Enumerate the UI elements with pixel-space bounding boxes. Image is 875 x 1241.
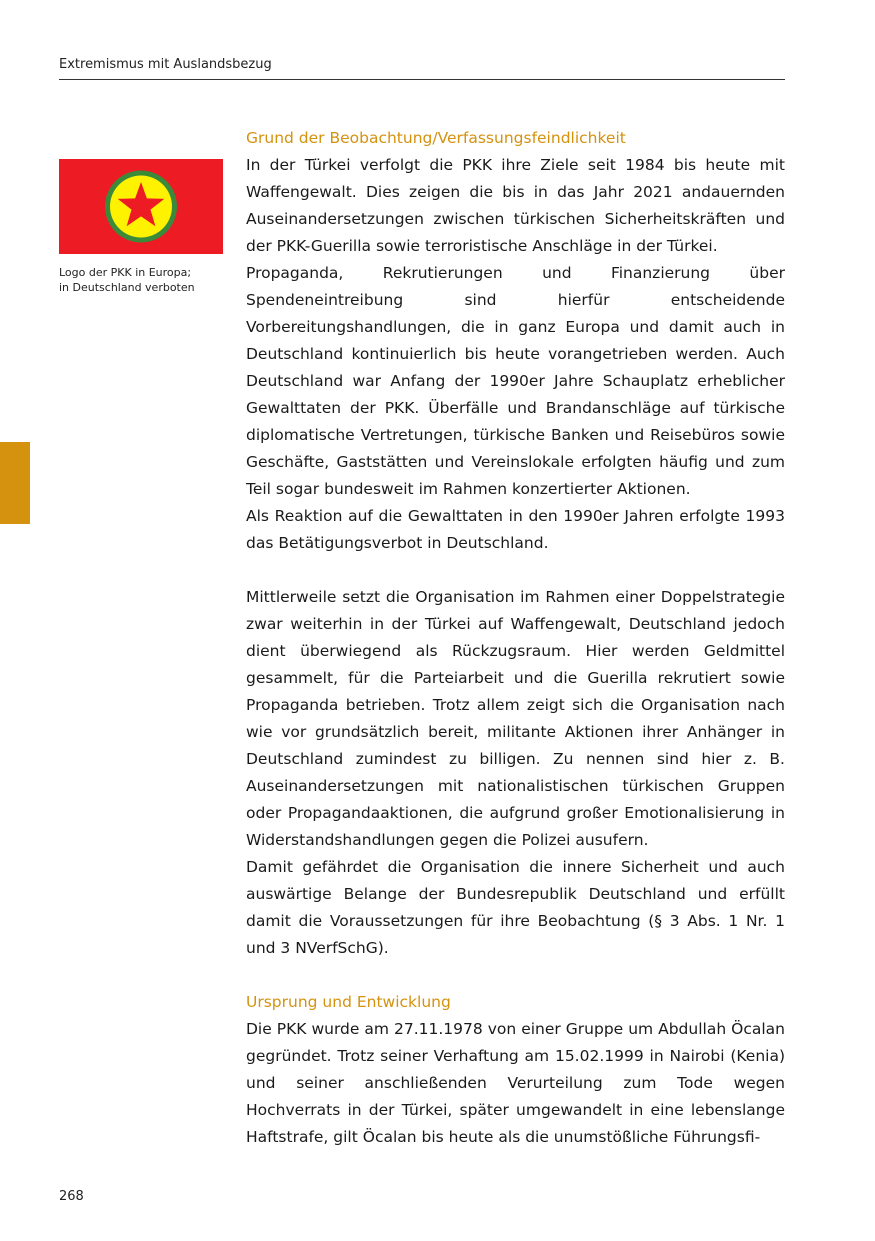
pkk-flag-logo <box>59 159 223 254</box>
paragraph: Die PKK wurde am 27.11.1978 von einer Gruppe um Abdullah Öcalan gegründet. Trotz seiner Verhaftung am 15.02.1999 in Nairobi (Kenia) und seiner anschließenden Verurteilung zum Tode wegen Hochverrats in der Türkei, später umgewandelt in eine lebenslange Haftstrafe, gilt Öcalan bis heute als die unumstößliche Führungsfi- <box>246 1020 785 1146</box>
paragraph: Als Reaktion auf die Gewalttaten in den 1990er Jahren erfolgte 1993 das Betätigungsverbot in Deutschland. <box>246 507 785 552</box>
section-heading-grund: Grund der Beobachtung/Verfassungsfeindlichkeit <box>246 129 626 147</box>
figure-caption <box>59 265 229 295</box>
paragraph: Damit gefährdet die Organisation die innere Sicherheit und auch auswärtige Belange der Bundesrepublik Deutschland und erfüllt damit die Voraussetzungen für ihre Beobachtung (§ 3 Abs. 1 Nr. 1 und 3 NVerfSchG). <box>246 858 785 957</box>
header-rule <box>59 79 785 80</box>
paragraph: Propaganda, Rekrutierungen und Finanzierung über Spendeneintreibung sind hierfür entscheidende Vorbereitungshandlungen, die in ganz Europa und damit auch in Deutschland kontinuierlich bis heute vorangetrieben werden. Auch Deutschland war Anfang der 1990er Jahre Schauplatz erheblicher Gewalttaten der PKK. Überfälle und Brandanschläge auf türkische diplomatische Vertretungen, türkische Banken und Reisebüros sowie Geschäfte, Gaststätten und Vereinslokale erfolgten häufig und zum Teil sogar bundesweit im Rahmen konzertierter Aktionen. <box>246 264 785 498</box>
chapter-color-tab <box>0 442 30 524</box>
paragraph-gap <box>246 962 785 989</box>
paragraph-gap <box>246 557 785 584</box>
paragraph: Mittlerweile setzt die Organisation im Rahmen einer Doppelstrategie zwar weiterhin in der Türkei auf Waffengewalt, Deutschland jedoch dient überwiegend als Rückzugsraum. Hier werden Geldmittel gesammelt, für die Parteiarbeit und die Guerilla rekrutiert sowie Propaganda betrieben. Trotz allem zeigt sich die Organisation nach wie vor grundsätzlich bereit, militante Aktionen ihrer Anhänger in Deutschland zumindest zu billigen. Zu nennen sind hier z. B. Auseinandersetzungen mit nationalistischen türkischen Gruppen oder Propagandaaktionen, die aufgrund großer Emotionalisierung in Widerstandshandlungen gegen die Polizei ausufern. <box>246 588 785 849</box>
caption-line: in Deutschland verboten <box>59 281 195 294</box>
page-number: 268 <box>59 1189 84 1204</box>
section-heading-ursprung: Ursprung und Entwicklung <box>246 993 451 1011</box>
paragraph: In der Türkei verfolgt die PKK ihre Ziele seit 1984 bis heute mit Waffengewalt. Dies zeigen die bis in das Jahr 2021 andauernden Auseinandersetzungen zwischen türkischen Sicherheitskräften und der PKK-Guerilla sowie terroristische Anschläge in der Türkei. <box>246 156 785 255</box>
main-text-column <box>246 125 785 1151</box>
running-header: Extremismus mit Auslandsbezug <box>59 57 272 72</box>
caption-line: Logo der PKK in Europa; <box>59 266 192 279</box>
